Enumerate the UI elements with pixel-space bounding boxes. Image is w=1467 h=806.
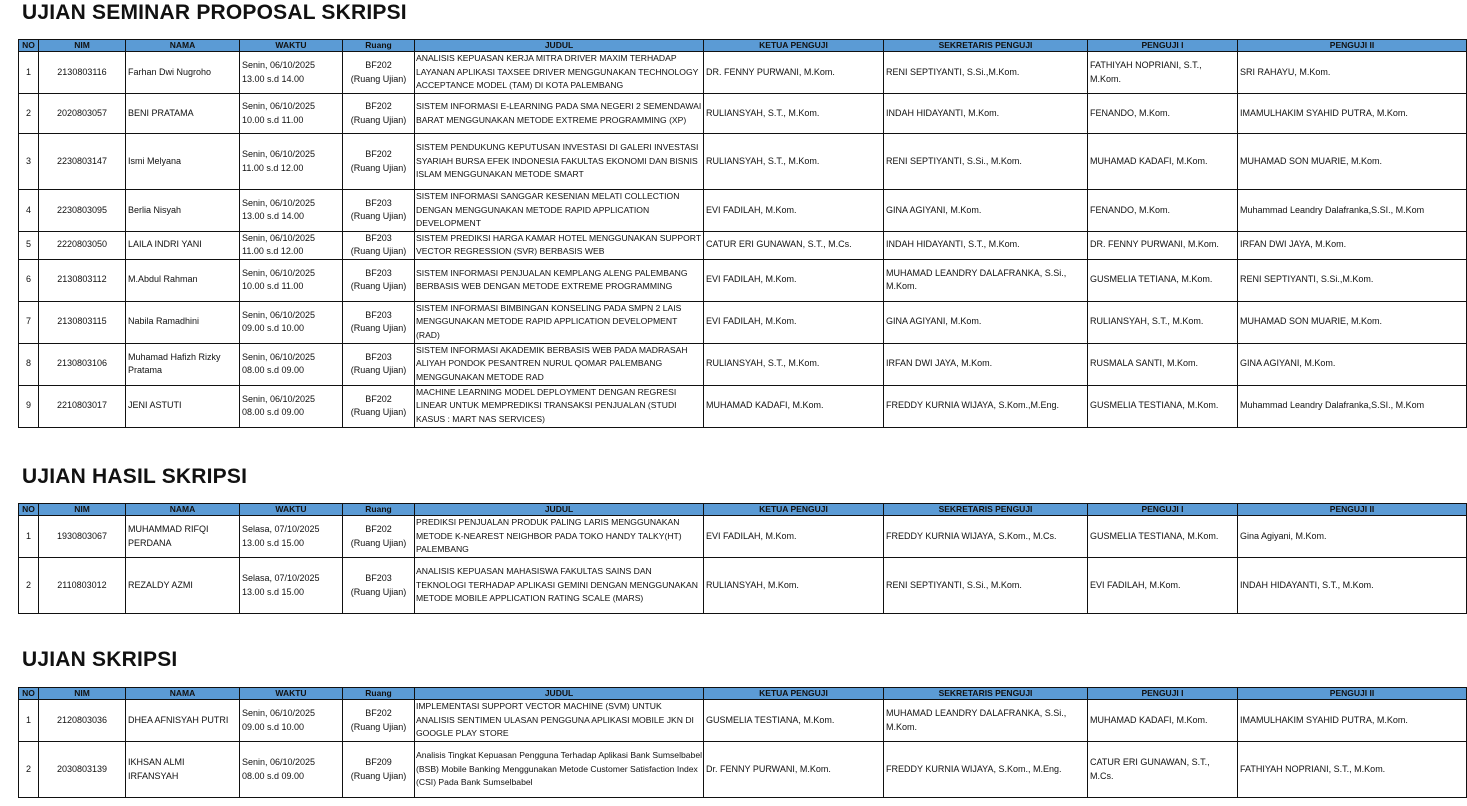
cell-sekretaris-penguji: GINA AGIYANI, M.Kom. <box>884 190 1088 232</box>
table-row <box>19 94 1467 134</box>
column-header: WAKTU <box>240 688 343 700</box>
waktu-time: 10.00 s.d 11.00 <box>242 114 304 125</box>
cell-waktu <box>240 190 343 232</box>
cell-ruang <box>343 231 415 259</box>
column-header: Ruang <box>343 504 415 516</box>
column-header: NO <box>19 688 39 700</box>
column-header: PENGUJI I <box>1088 40 1238 52</box>
table-row <box>19 385 1467 427</box>
cell-no: 2 <box>19 742 39 798</box>
cell-ketua-penguji: EVI FADILAH, M.Kom. <box>704 516 884 558</box>
cell-nim: 2220803050 <box>39 231 126 259</box>
room-code: BF203 <box>365 309 392 320</box>
cell-penguji-1: GUSMELIA TETIANA, M.Kom. <box>1088 259 1238 301</box>
cell-judul: ANALISIS KEPUASAN MAHASISWA FAKULTAS SAINS DAN TEKNOLOGI TERHADAP APLIKASI GEMINI DENGAN MENGGUNAKAN METODE MOBILE APPLICATION RATING SCALE (MARS) <box>415 558 704 614</box>
cell-nim: 2230803147 <box>39 134 126 190</box>
cell-penguji-1: GUSMELIA TESTIANA, M.Kom. <box>1088 385 1238 427</box>
column-header: Ruang <box>343 688 415 700</box>
cell-judul: Analisis Tingkat Kepuasan Pengguna Terhadap Aplikasi Bank Sumselbabel (BSB) Mobile Banking Menggunakan Metode Customer Satisfaction Index (CSI) Pada Bank Sumselbabel <box>415 742 704 798</box>
waktu-time: 13.00 s.d 14.00 <box>242 73 305 84</box>
column-header: NAMA <box>126 504 240 516</box>
room-code: BF202 <box>365 101 392 111</box>
cell-ketua-penguji: RULIANSYAH, S.T., M.Kom. <box>704 94 884 134</box>
waktu-time: 11.00 s.d 12.00 <box>242 162 304 173</box>
cell-ruang <box>343 742 415 798</box>
cell-nama: Ismi Melyana <box>126 134 240 190</box>
column-header: NIM <box>39 504 126 516</box>
cell-sekretaris-penguji: FREDDY KURNIA WIJAYA, S.Kom., M.Cs. <box>884 516 1088 558</box>
cell-ketua-penguji: MUHAMAD KADAFI, M.Kom. <box>704 385 884 427</box>
column-header: KETUA PENGUJI <box>704 40 884 52</box>
room-note: (Ruang Ujian) <box>350 211 407 222</box>
room-code: BF202 <box>365 708 392 718</box>
waktu-date: Selasa, 07/10/2025 <box>242 524 320 534</box>
cell-ruang <box>343 134 415 190</box>
cell-waktu <box>240 231 343 259</box>
room-note: (Ruang Ujian) <box>350 365 407 375</box>
table-row <box>19 134 1467 190</box>
cell-waktu <box>240 385 343 427</box>
cell-nama: JENI ASTUTI <box>126 385 240 427</box>
cell-nama: Muhamad Hafizh Rizky Pratama <box>126 343 240 385</box>
cell-penguji-1: GUSMELIA TESTIANA, M.Kom. <box>1088 516 1238 558</box>
waktu-date: Senin, 06/10/2025 <box>242 60 316 70</box>
cell-nama: M.Abdul Rahman <box>126 259 240 301</box>
cell-waktu <box>240 259 343 301</box>
column-header: SEKRETARIS PENGUJI <box>884 688 1088 700</box>
cell-penguji-2: IMAMULHAKIM SYAHID PUTRA, M.Kom. <box>1238 94 1467 134</box>
column-header: PENGUJI I <box>1088 688 1238 700</box>
cell-waktu <box>240 700 343 742</box>
schedule-table-hasil-skripsi <box>18 503 1467 614</box>
cell-waktu <box>240 301 343 343</box>
table-row <box>19 742 1467 798</box>
cell-penguji-2: MUHAMAD SON MUARIE, M.Kom. <box>1238 134 1467 190</box>
cell-ruang <box>343 259 415 301</box>
cell-sekretaris-penguji: RENI SEPTIYANTI, S.Si., M.Kom. <box>884 558 1088 614</box>
cell-penguji-1: FATHIYAH NOPRIANI, S.T., M.Kom. <box>1088 52 1238 94</box>
cell-sekretaris-penguji: RENI SEPTIYANTI, S.Si., M.Kom. <box>884 134 1088 190</box>
cell-nama: BENI PRATAMA <box>126 94 240 134</box>
cell-no: 1 <box>19 516 39 558</box>
cell-penguji-2: Muhammad Leandry Dalafranka,S.SI., M.Kom <box>1238 385 1467 427</box>
cell-penguji-2: FATHIYAH NOPRIANI, S.T., M.Kom. <box>1238 742 1467 798</box>
room-code: BF202 <box>365 524 392 534</box>
table-row <box>19 190 1467 232</box>
column-header: JUDUL <box>415 504 704 516</box>
cell-sekretaris-penguji: RENI SEPTIYANTI, S.Si.,M.Kom. <box>884 52 1088 94</box>
table-row <box>19 52 1467 94</box>
waktu-date: Senin, 06/10/2025 <box>242 149 316 159</box>
room-code: BF202 <box>365 60 392 70</box>
cell-nim: 2020803057 <box>39 94 126 134</box>
table-row <box>19 259 1467 301</box>
cell-waktu <box>240 134 343 190</box>
waktu-date: Selasa, 07/10/2025 <box>242 573 320 583</box>
room-code: BF203 <box>365 351 392 362</box>
cell-nim: 1930803067 <box>39 516 126 558</box>
cell-no: 7 <box>19 301 39 343</box>
cell-penguji-2: Gina Agiyani, M.Kom. <box>1238 516 1467 558</box>
waktu-date: Senin, 06/10/2025 <box>242 351 316 362</box>
cell-judul: SISTEM INFORMASI AKADEMIK BERBASIS WEB PADA MADRASAH ALIYAH PONDOK PESANTREN NURUL QOMAR PALEMBANG MENGGUNAKAN METODE RAD <box>415 343 704 385</box>
waktu-time: 09.00 s.d 10.00 <box>242 323 305 333</box>
room-code: BF203 <box>365 232 392 243</box>
waktu-date: Senin, 06/10/2025 <box>242 393 316 404</box>
cell-nim: 2130803112 <box>39 259 126 301</box>
waktu-time: 13.00 s.d 15.00 <box>242 537 305 548</box>
column-header: KETUA PENGUJI <box>704 688 884 700</box>
cell-nama: MUHAMMAD RIFQI PERDANA <box>126 516 240 558</box>
cell-judul: SISTEM INFORMASI BIMBINGAN KONSELING PADA SMPN 2 LAIS MENGGUNAKAN METODE RAPID APPLICATION DEVELOPMENT (RAD) <box>415 301 704 343</box>
cell-nama: Berlia Nisyah <box>126 190 240 232</box>
room-note: (Ruang Ujian) <box>350 246 407 256</box>
cell-judul: SISTEM PREDIKSI HARGA KAMAR HOTEL MENGGUNAKAN SUPPORT VECTOR REGRESSION (SVR) BERBASIS WEB <box>415 231 704 259</box>
cell-nama: DHEA AFNISYAH PUTRI <box>126 700 240 742</box>
cell-no: 1 <box>19 52 39 94</box>
waktu-date: Senin, 06/10/2025 <box>242 101 316 111</box>
cell-nama: REZALDY AZMI <box>126 558 240 614</box>
cell-no: 9 <box>19 385 39 427</box>
cell-sekretaris-penguji: MUHAMAD LEANDRY DALAFRANKA, S.Si., M.Kom. <box>884 700 1088 742</box>
waktu-date: Senin, 06/10/2025 <box>242 757 316 767</box>
cell-ketua-penguji: RULIANSYAH, S.T., M.Kom. <box>704 134 884 190</box>
table-header-row <box>19 504 1467 516</box>
cell-judul: SISTEM PENDUKUNG KEPUTUSAN INVESTASI DI GALERI INVESTASI SYARIAH BURSA EFEK INDONESIA FAKULTAS EKONOMI DAN BISNIS ISLAM MENGGUNAKAN METODE SMART <box>415 134 704 190</box>
column-header: PENGUJI I <box>1088 504 1238 516</box>
column-header: Ruang <box>343 40 415 52</box>
table-row <box>19 700 1467 742</box>
cell-ketua-penguji: RULIANSYAH, S.T., M.Kom. <box>704 343 884 385</box>
cell-ketua-penguji: RULIANSYAH, M.Kom. <box>704 558 884 614</box>
cell-no: 8 <box>19 343 39 385</box>
room-code: BF203 <box>365 573 392 583</box>
cell-penguji-1: FENANDO, M.Kom. <box>1088 190 1238 232</box>
cell-sekretaris-penguji: MUHAMAD LEANDRY DALAFRANKA, S.Si., M.Kom. <box>884 259 1088 301</box>
cell-penguji-2: INDAH HIDAYANTI, S.T., M.Kom. <box>1238 558 1467 614</box>
section-title-ujian-skripsi: UJIAN SKRIPSI <box>22 648 178 671</box>
column-header: NIM <box>39 688 126 700</box>
cell-waktu <box>240 742 343 798</box>
room-note: (Ruang Ujian) <box>350 407 407 417</box>
cell-ketua-penguji: DR. FENNY PURWANI, M.Kom. <box>704 52 884 94</box>
waktu-date: Senin, 06/10/2025 <box>242 197 316 208</box>
cell-sekretaris-penguji: FREDDY KURNIA WIJAYA, S.Kom.,M.Eng. <box>884 385 1088 427</box>
cell-no: 3 <box>19 134 39 190</box>
cell-ketua-penguji: EVI FADILAH, M.Kom. <box>704 190 884 232</box>
cell-judul: IMPLEMENTASI SUPPORT VECTOR MACHINE (SVM) UNTUK ANALISIS SENTIMEN ULASAN PENGGUNA APLIKASI MOBILE JKN DI GOOGLE PLAY STORE <box>415 700 704 742</box>
cell-penguji-2: GINA AGIYANI, M.Kom. <box>1238 343 1467 385</box>
room-note: (Ruang Ujian) <box>350 721 407 732</box>
cell-sekretaris-penguji: INDAH HIDAYANTI, S.T., M.Kom. <box>884 231 1088 259</box>
cell-penguji-1: RULIANSYAH, S.T., M.Kom. <box>1088 301 1238 343</box>
waktu-date: Senin, 06/10/2025 <box>242 309 316 320</box>
schedule-table-seminar-proposal <box>18 39 1467 428</box>
cell-ketua-penguji: Dr. FENNY PURWANI, M.Kom. <box>704 742 884 798</box>
cell-no: 2 <box>19 558 39 614</box>
cell-penguji-1: DR. FENNY PURWANI, M.Kom. <box>1088 231 1238 259</box>
cell-penguji-1: CATUR ERI GUNAWAN, S.T., M.Cs. <box>1088 742 1238 798</box>
cell-penguji-2: IMAMULHAKIM SYAHID PUTRA, M.Kom. <box>1238 700 1467 742</box>
table-row <box>19 231 1467 259</box>
column-header: NAMA <box>126 40 240 52</box>
cell-ruang <box>343 301 415 343</box>
waktu-time: 08.00 s.d 09.00 <box>242 407 305 417</box>
cell-nim: 2210803017 <box>39 385 126 427</box>
cell-nim: 2230803095 <box>39 190 126 232</box>
cell-no: 1 <box>19 700 39 742</box>
column-header: WAKTU <box>240 40 343 52</box>
cell-sekretaris-penguji: IRFAN DWI JAYA, M.Kom. <box>884 343 1088 385</box>
cell-no: 5 <box>19 231 39 259</box>
cell-judul: SISTEM INFORMASI PENJUALAN KEMPLANG ALENG PALEMBANG BERBASIS WEB DENGAN METODE EXTREME PROGRAMMING <box>415 259 704 301</box>
cell-penguji-1: FENANDO, M.Kom. <box>1088 94 1238 134</box>
cell-ruang <box>343 385 415 427</box>
column-header: PENGUJI II <box>1238 40 1467 52</box>
section-title-hasil-skripsi: UJIAN HASIL SKRIPSI <box>22 465 248 488</box>
room-note: (Ruang Ujian) <box>350 770 407 781</box>
waktu-time: 11.00 s.d 12.00 <box>242 246 304 256</box>
cell-penguji-2: MUHAMAD SON MUARIE, M.Kom. <box>1238 301 1467 343</box>
column-header: NO <box>19 504 39 516</box>
table-row <box>19 516 1467 558</box>
column-header: NAMA <box>126 688 240 700</box>
cell-nim: 2120803036 <box>39 700 126 742</box>
room-code: BF203 <box>365 267 392 278</box>
waktu-time: 13.00 s.d 15.00 <box>242 586 305 597</box>
cell-ruang <box>343 190 415 232</box>
schedule-table-ujian-skripsi <box>18 687 1467 798</box>
cell-ruang <box>343 516 415 558</box>
cell-ruang <box>343 94 415 134</box>
cell-nim: 2130803116 <box>39 52 126 94</box>
column-header: SEKRETARIS PENGUJI <box>884 40 1088 52</box>
cell-judul: SISTEM INFORMASI E-LEARNING PADA SMA NEGERI 2 SEMENDAWAI BARAT MENGGUNAKAN METODE EXTREME PROGRAMMING (XP) <box>415 94 704 134</box>
cell-penguji-1: MUHAMAD KADAFI, M.Kom. <box>1088 700 1238 742</box>
cell-penguji-1: EVI FADILAH, M.Kom. <box>1088 558 1238 614</box>
table-row <box>19 558 1467 614</box>
room-code: BF209 <box>365 757 392 767</box>
table-row <box>19 301 1467 343</box>
waktu-date: Senin, 06/10/2025 <box>242 708 316 718</box>
cell-waktu <box>240 52 343 94</box>
cell-ruang <box>343 343 415 385</box>
cell-penguji-2: Muhammad Leandry Dalafranka,S.SI., M.Kom <box>1238 190 1467 232</box>
cell-sekretaris-penguji: INDAH HIDAYANTI, M.Kom. <box>884 94 1088 134</box>
column-header: JUDUL <box>415 40 704 52</box>
cell-nim: 2030803139 <box>39 742 126 798</box>
column-header: NIM <box>39 40 126 52</box>
cell-sekretaris-penguji: GINA AGIYANI, M.Kom. <box>884 301 1088 343</box>
cell-judul: ANALISIS KEPUASAN KERJA MITRA DRIVER MAXIM TERHADAP LAYANAN APLIKASI TAXSEE DRIVER MENGGUNAKAN TECHNOLOGY ACCEPTANCE MODEL (TAM) DI KOTA PALEMBANG <box>415 52 704 94</box>
waktu-time: 10.00 s.d 11.00 <box>242 281 304 291</box>
room-note: (Ruang Ujian) <box>350 586 407 597</box>
waktu-date: Senin, 06/10/2025 <box>242 232 316 243</box>
room-note: (Ruang Ujian) <box>350 114 407 125</box>
cell-waktu <box>240 558 343 614</box>
table-header-row <box>19 688 1467 700</box>
cell-waktu <box>240 94 343 134</box>
column-header: KETUA PENGUJI <box>704 504 884 516</box>
table-header-row <box>19 40 1467 52</box>
cell-nim: 2130803115 <box>39 301 126 343</box>
cell-penguji-2: RENI SEPTIYANTI, S.Si.,M.Kom. <box>1238 259 1467 301</box>
cell-nim: 2130803106 <box>39 343 126 385</box>
cell-waktu <box>240 343 343 385</box>
waktu-date: Senin, 06/10/2025 <box>242 267 316 278</box>
cell-sekretaris-penguji: FREDDY KURNIA WIJAYA, S.Kom., M.Eng. <box>884 742 1088 798</box>
column-header: SEKRETARIS PENGUJI <box>884 504 1088 516</box>
cell-ketua-penguji: CATUR ERI GUNAWAN, S.T., M.Cs. <box>704 231 884 259</box>
section-title-seminar-proposal: UJIAN SEMINAR PROPOSAL SKRIPSI <box>22 1 407 24</box>
column-header: NO <box>19 40 39 52</box>
cell-ketua-penguji: EVI FADILAH, M.Kom. <box>704 259 884 301</box>
cell-ketua-penguji: EVI FADILAH, M.Kom. <box>704 301 884 343</box>
cell-nama: Farhan Dwi Nugroho <box>126 52 240 94</box>
room-code: BF202 <box>365 149 392 159</box>
waktu-time: 09.00 s.d 10.00 <box>242 721 305 732</box>
cell-penguji-1: RUSMALA SANTI, M.Kom. <box>1088 343 1238 385</box>
waktu-time: 08.00 s.d 09.00 <box>242 365 305 375</box>
cell-no: 2 <box>19 94 39 134</box>
column-header: WAKTU <box>240 504 343 516</box>
table-row <box>19 343 1467 385</box>
cell-ruang <box>343 558 415 614</box>
cell-ruang <box>343 52 415 94</box>
waktu-time: 08.00 s.d 09.00 <box>242 770 305 781</box>
room-note: (Ruang Ujian) <box>350 537 407 548</box>
cell-ruang <box>343 700 415 742</box>
column-header: JUDUL <box>415 688 704 700</box>
cell-nim: 2110803012 <box>39 558 126 614</box>
cell-penguji-2: IRFAN DWI JAYA, M.Kom. <box>1238 231 1467 259</box>
waktu-time: 13.00 s.d 14.00 <box>242 211 305 222</box>
room-code: BF203 <box>365 197 392 208</box>
room-code: BF202 <box>365 393 392 404</box>
cell-nama: IKHSAN ALMI IRFANSYAH <box>126 742 240 798</box>
cell-no: 4 <box>19 190 39 232</box>
cell-judul: MACHINE LEARNING MODEL DEPLOYMENT DENGAN REGRESI LINEAR UNTUK MEMPREDIKSI TRANSAKSI PENJUALAN (STUDI KASUS : MART NAS SERVICES) <box>415 385 704 427</box>
cell-penguji-1: MUHAMAD KADAFI, M.Kom. <box>1088 134 1238 190</box>
room-note: (Ruang Ujian) <box>350 73 407 84</box>
cell-no: 6 <box>19 259 39 301</box>
cell-judul: PREDIKSI PENJUALAN PRODUK PALING LARIS MENGGUNAKAN METODE K-NEAREST NEIGHBOR PADA TOKO HANDY TALKY(HT) PALEMBANG <box>415 516 704 558</box>
cell-waktu <box>240 516 343 558</box>
column-header: PENGUJI II <box>1238 504 1467 516</box>
cell-nama: LAILA INDRI YANI <box>126 231 240 259</box>
room-note: (Ruang Ujian) <box>350 281 407 291</box>
cell-judul: SISTEM INFORMASI SANGGAR KESENIAN MELATI COLLECTION DENGAN MENGGUNAKAN METODE RAPID APPLICATION DEVELOPMENT <box>415 190 704 232</box>
column-header: PENGUJI II <box>1238 688 1467 700</box>
cell-ketua-penguji: GUSMELIA TESTIANA, M.Kom. <box>704 700 884 742</box>
cell-nama: Nabila Ramadhini <box>126 301 240 343</box>
room-note: (Ruang Ujian) <box>350 323 407 333</box>
room-note: (Ruang Ujian) <box>350 162 407 173</box>
cell-penguji-2: SRI RAHAYU, M.Kom. <box>1238 52 1467 94</box>
